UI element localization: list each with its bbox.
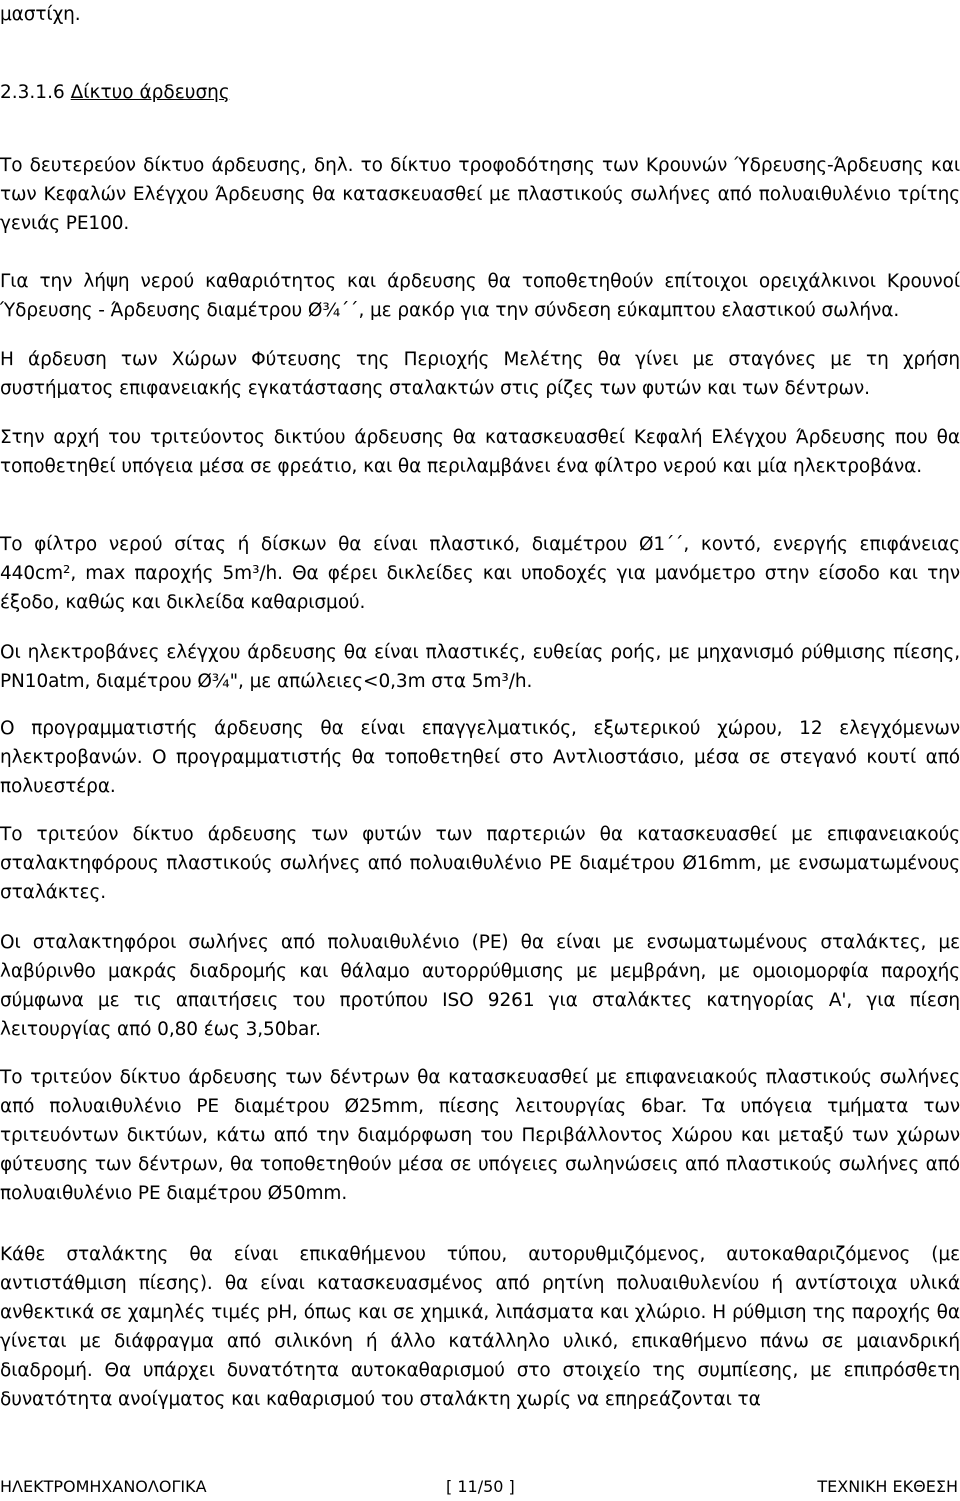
paragraph-solenoid-valves: Οι ηλεκτροβάνες ελέγχου άρδευσης θα είναι πλαστικές, ευθείας ροής, με μηχανισμό ρύθμισης πίεσης, PN10atm, διαμέτρου Ø¾", με απώλειες<0,3m στα 5m³/h.	[0, 642, 960, 692]
paragraph-flowerbed-network: Το τριτεύον δίκτυο άρδευσης των φυτών των παρτεριών θα κατασκευασθεί με επιφανειακούς σταλακτηφόρους πλαστικούς σωλήνες από πολυαιθυλένιο PE διαμέτρου Ø16mm, με ενσωματωμένους σταλάκτες.	[0, 824, 960, 903]
paragraph-dripper-specs: Κάθε σταλάκτης θα είναι επικαθήμενου τύπου, αυτορυθμιζόμενος, αυτοκαθαριζόμενος (με αντιστάθμιση πίεσης). θα είναι κατασκευασμένος από ρητίνη πολυαιθυλενίου ή αντίστοιχα υλικά ανθεκτικά σε χαμηλές τιμές pH, όπως και σε χημικά, λιπάσματα και χλώριο. Η ρύθμιση της παροχής θα γίνεται με διάφραγμα από σιλικόνη ή άλλο κατάλληλο υλικό, επικαθήμενο πάνω σε μαιανδρική διαδρομή. Θα υπάρχει δυνατότητα αυτοκαθαρισμού στο στοιχείο της συμπίεσης, με επιπρόσθετη δυνατότητα ανοίγματος και καθαρισμού του σταλάκτη χωρίς να επηρεάζονται τα	[0, 1244, 960, 1410]
paragraph-hydrants: Για την λήψη νερού καθαριότητος και άρδευσης θα τοποθετηθούν επίτοιχοι ορειχάλκινοι Κρουνοί Ύδρευσης - Άρδευσης διαμέτρου Ø¾΄΄, με ρακόρ για την σύνδεση εύκαμπτου ελαστικού σωλήνα.	[0, 271, 960, 321]
page-number: [ 11/50 ]	[446, 1477, 515, 1496]
continued-text-fragment: μαστίχη.	[0, 4, 81, 25]
paragraph-water-filter: Το φίλτρο νερού σίτας ή δίσκων θα είναι πλαστικό, διαμέτρου Ø1΄΄, κοντό, ενεργής επιφάνειας 440cm², max παροχής 5m³/h. Θα φέρει δικλείδες και υποδοχές για μανόμετρο στην είσοδο και την έξοδο, καθώς και δικλείδα καθαρισμού.	[0, 534, 960, 613]
paragraph-dripper-pipes: Οι σταλακτηφόροι σωλήνες από πολυαιθυλένιο (PE) θα είναι με ενσωματωμένους σταλάκτες, με λαβύρινθο μακράς διαδρομής και θάλαμο αυτορρύθμισης με μεμβράνη, με ομοιομορφία παροχής σύμφωνα με τις απαιτήσεις του προτύπου ISO 9261 για σταλάκτες κατηγορίας A', για πίεση λειτουργίας από 0,80 έως 3,50bar.	[0, 932, 960, 1040]
paragraph-controller: Ο προγραμματιστής άρδευσης θα είναι επαγγελματικός, εξωτερικού χώρου, 12 ελεγχόμενων ηλεκτροβανών. Ο προγραμματιστής θα τοποθετηθεί στο Αντλιοστάσιο, μέσα σε στεγανό κουτί από πολυεστέρα.	[0, 718, 960, 797]
footer-right-label: ΤΕΧΝΙΚΗ ΕΚΘΕΣΗ	[817, 1477, 958, 1496]
paragraph-tree-network: Το τριτεύον δίκτυο άρδευσης των δέντρων θα κατασκευασθεί με επιφανειακούς πλαστικούς σωλήνες από πολυαιθυλένιο PE διαμέτρου Ø25mm, πίεσης λειτουργίας 6bar. Τα υπόγεια τμήματα των τριτευόντων δικτύων, κάτω από την διαμόρφωση του Περιβάλλοντος Χώρου και μεταξύ των χώρων φύτευσης των δέντρων, θα τοποθετηθούν μέσα σε υπόγειες σωληνώσεις από πλαστικούς σωλήνες από πολυαιθυλένιο PE διαμέτρου Ø50mm.	[0, 1067, 960, 1204]
footer-left-label: ΗΛΕΚΤΡΟΜΗΧΑΝΟΛΟΓΙΚΑ	[0, 1477, 207, 1496]
paragraph-drip-irrigation: Η άρδευση των Χώρων Φύτευσης της Περιοχής Μελέτης θα γίνει με σταγόνες με τη χρήση συστήματος επιφανειακής εγκατάστασης σταλακτών στις ρίζες των φυτών και των δέντρων.	[0, 349, 960, 399]
paragraph-control-head: Στην αρχή του τριτεύοντος δικτύου άρδευσης θα κατασκευασθεί Κεφαλή Ελέγχου Άρδευσης που θα τοποθετηθεί υπόγεια μέσα σε φρεάτιο, και θα περιλαμβάνει ένα φίλτρο νερού και μία ηλεκτροβάνα.	[0, 427, 960, 477]
page-footer	[0, 1476, 960, 1498]
section-title: Δίκτυο άρδευσης	[70, 82, 230, 103]
section-heading	[0, 78, 230, 107]
section-number: 2.3.1.6	[0, 82, 65, 103]
paragraph-secondary-network: Το δευτερεύον δίκτυο άρδευσης, δηλ. το δίκτυο τροφοδότησης των Κρουνών Ύδρευσης-Άρδευσης και των Κεφαλών Ελέγχου Άρδευσης θα κατασκευασθεί με πλαστικούς σωλήνες από πολυαιθυλένιο τρίτης γενιάς PE100.	[0, 155, 960, 234]
